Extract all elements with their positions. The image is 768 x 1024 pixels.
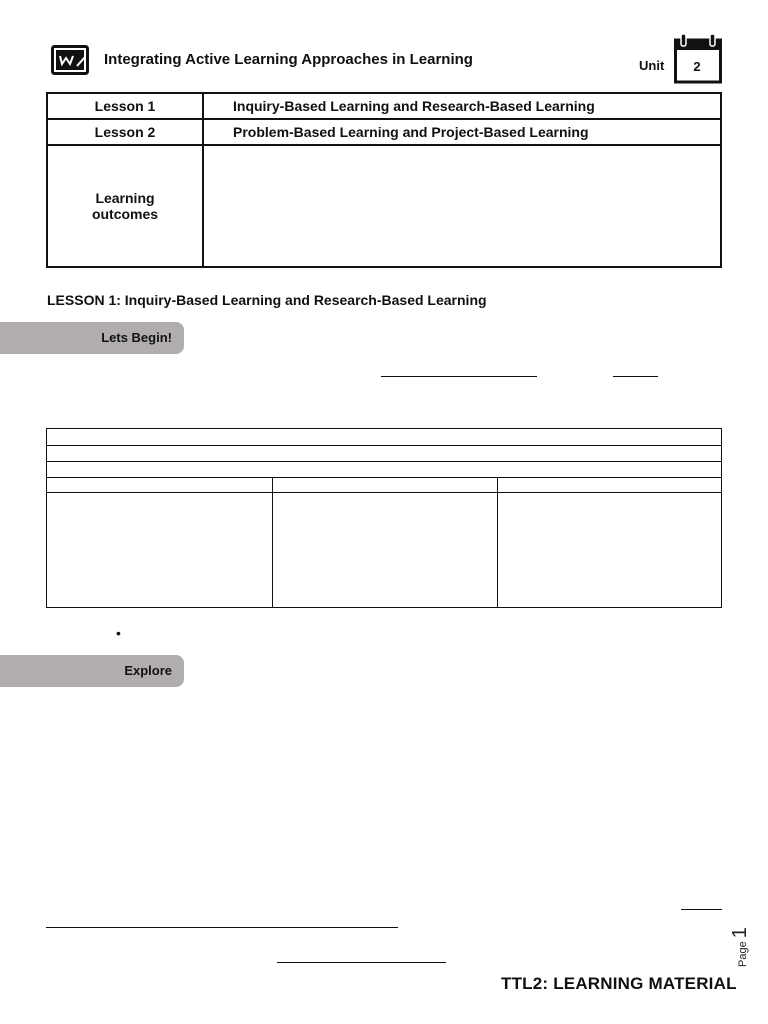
lesson-1-label: Lesson 1 xyxy=(47,93,203,119)
chalkboard-icon xyxy=(51,45,89,75)
blank-line xyxy=(277,962,446,963)
bullet-point: • xyxy=(116,625,121,641)
blank-line xyxy=(681,909,722,910)
footer-title: TTL2: LEARNING MATERIAL xyxy=(501,974,737,993)
learning-outcomes-text: Learning outcomes xyxy=(91,190,159,222)
section-tab-explore: Explore xyxy=(0,655,184,687)
blank-line xyxy=(613,376,658,377)
blank-line xyxy=(46,927,398,928)
document-title: Integrating Active Learning Approaches in Learning xyxy=(104,51,473,68)
learning-outcomes-label xyxy=(47,145,203,267)
learning-outcomes-value xyxy=(203,145,721,267)
grid-line xyxy=(47,492,721,493)
page-word: Page xyxy=(737,941,749,967)
grid-line xyxy=(497,477,498,607)
unit-label: Unit xyxy=(639,58,665,73)
table-row xyxy=(47,119,721,145)
section-tab-lets-begin: Lets Begin! xyxy=(0,322,184,354)
grid-line xyxy=(47,477,721,478)
unit-number: 2 xyxy=(693,59,701,74)
grid-line xyxy=(272,477,273,607)
table-row xyxy=(47,145,721,267)
lesson-1-title: Inquiry-Based Learning and Research-Based Learning xyxy=(203,93,721,119)
lesson-2-label: Lesson 2 xyxy=(47,119,203,145)
grid-line xyxy=(47,461,721,462)
lesson-2-title: Problem-Based Learning and Project-Based Learning xyxy=(203,119,721,145)
worksheet-grid xyxy=(46,428,722,608)
blank-line xyxy=(381,376,537,377)
lessons-table xyxy=(46,92,722,268)
table-row xyxy=(47,93,721,119)
grid-line xyxy=(47,445,721,446)
page-number: 1 xyxy=(729,927,751,939)
lesson-heading: LESSON 1: Inquiry-Based Learning and Research-Based Learning xyxy=(47,292,487,308)
page-marker xyxy=(729,923,759,967)
